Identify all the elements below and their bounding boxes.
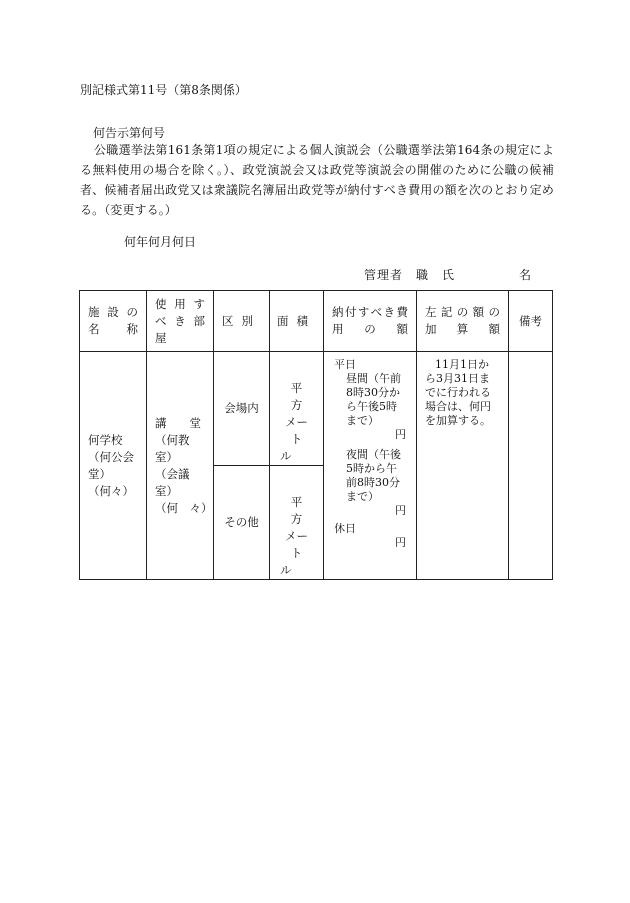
header-usage-line1: 使用す	[155, 296, 205, 311]
header-fee-line1: 納付すべき費	[332, 305, 408, 319]
header-usage-line3: 屋	[155, 330, 167, 345]
header-calc	[417, 291, 509, 352]
calc-line: 場合は、何円	[425, 400, 491, 413]
fee-holiday-label: 休日	[334, 522, 356, 535]
division-cell-venue: 会場内	[214, 352, 270, 466]
room-line: 講 堂	[155, 415, 201, 430]
header-fee	[324, 291, 417, 352]
table-row	[80, 352, 553, 466]
header-remarks: 備考	[509, 291, 553, 352]
room-line: （会議室）	[155, 466, 190, 498]
area-cell-other	[270, 466, 324, 580]
calc-line: でに行われる	[425, 386, 491, 399]
fee-night-line: 夜間（午後	[346, 448, 401, 461]
fee-night-line: 5時から午	[346, 462, 397, 475]
area-unit-line: 平 方	[290, 495, 314, 526]
area-unit-line: メート	[285, 415, 308, 446]
calc-cell	[417, 352, 509, 580]
facility-line: （何公会	[88, 449, 134, 464]
header-row	[80, 291, 553, 352]
area-unit-line: ル	[280, 563, 292, 577]
facility-line: （何々）	[88, 483, 134, 498]
fee-night-line: まで）	[346, 490, 379, 503]
fee-daytime-line: 8時30分か	[346, 386, 400, 399]
room-line: （何 々）	[155, 500, 213, 515]
facility-line: 堂）	[88, 466, 111, 481]
fee-daytime-line: ら午後5時	[346, 400, 397, 413]
room-cell	[147, 352, 214, 580]
fee-daytime-line: 昼間（午前	[346, 372, 401, 385]
fee-weekday-label: 平日	[334, 358, 356, 371]
body-text: 公職選挙法第161条第1項の規定による個人演説会（公職選挙法第164条の規定による無料使用の場合を除く。）、政党演説会又は政党等演説会の開催のために公職の候補者、候補者届出政党又は衆議院名簿届出政党等が納付すべき費用の額を次のとおり定める。（変更する。）	[80, 143, 554, 217]
header-facility-line1: 施設の	[88, 305, 138, 319]
fee-yen-unit: 円	[395, 428, 406, 441]
area-cell-venue	[270, 352, 324, 466]
facility-line: 何学校	[88, 432, 123, 447]
header-facility-line2: 名称	[88, 322, 138, 336]
header-area: 面積	[270, 291, 324, 352]
division-cell-other: その他	[214, 466, 270, 580]
header-fee-line2: 用の額	[332, 322, 408, 336]
calc-line: 11月1日か	[435, 358, 489, 371]
form-number: 別記様式第11号（第8条関係）	[80, 83, 247, 97]
header-usage-line2: べき部	[155, 313, 205, 328]
fee-cell	[324, 352, 417, 580]
notice-number: 何告示第何号	[93, 126, 166, 140]
notice-date: 何年何月何日	[124, 235, 197, 249]
header-calc-line2: 加算額	[425, 322, 500, 336]
fee-yen-unit: 円	[395, 536, 406, 549]
fee-night-line: 前8時30分	[346, 476, 400, 489]
calc-line: を加算する。	[425, 414, 491, 427]
fee-daytime-line: まで）	[346, 414, 379, 427]
header-usage-room	[147, 291, 214, 352]
fee-table	[79, 290, 553, 580]
header-facility	[80, 291, 147, 352]
area-unit-line: ル	[280, 449, 292, 463]
manager-name-suffix: 名	[519, 268, 532, 282]
header-calc-line1: 左記の額の	[425, 305, 500, 319]
calc-line: ら3月31日ま	[425, 372, 490, 385]
area-unit-line: メート	[285, 529, 308, 560]
header-division: 区別	[214, 291, 270, 352]
manager-label: 管理者 職 氏	[364, 268, 456, 282]
remarks-cell	[509, 352, 553, 580]
area-unit-line: 平 方	[290, 381, 314, 412]
facility-name-cell	[80, 352, 147, 580]
fee-yen-unit: 円	[395, 504, 406, 517]
room-line: （何教室）	[155, 432, 190, 464]
